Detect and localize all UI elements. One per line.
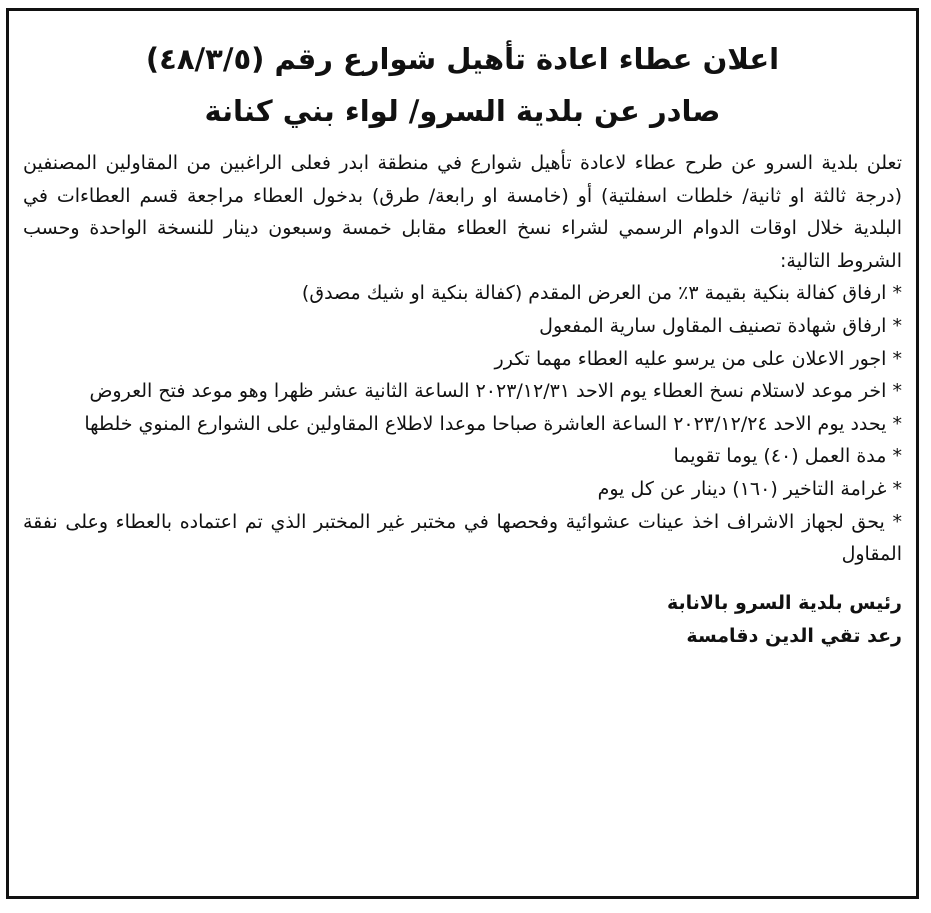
signature-name: رعد تقي الدين دقامسة [686,624,902,647]
signature-title: رئيس بلدية السرو بالانابة [666,591,902,614]
condition-item: * غرامة التاخير (١٦٠) دينار عن كل يوم [597,477,902,500]
title-line-2: صادر عن بلدية السرو/ لواء بني كنانة [204,94,721,128]
signature-block [23,587,902,653]
title-line-1: اعلان عطاء اعادة تأهيل شوارع رقم (٤٨/٣/٥) [145,42,780,76]
announcement-frame [6,8,919,899]
condition-item: * اجور الاعلان على من يرسو عليه العطاء مهما تكرر [494,347,902,370]
condition-item: * يحدد يوم الاحد ٢٠٢٣/١٢/٢٤ الساعة العاشرة صباحا موعدا لاطلاع المقاولين على الشوارع المنوي خلطها [84,412,902,435]
announcement-body [23,147,902,571]
condition-item: * ارفاق كفالة بنكية بقيمة ٣٪ من العرض المقدم (كفالة بنكية او شيك مصدق) [301,282,902,305]
condition-item: * مدة العمل (٤٠) يوما تقويما [673,445,902,468]
condition-item: * اخر موعد لاستلام نسخ العطاء يوم الاحد ٢٠٢٣/١٢/٣١ الساعة الثانية عشر ظهرا وهو موعد فتح العروض [89,380,902,403]
condition-item: * ارفاق شهادة تصنيف المقاول سارية المفعول [539,314,902,337]
condition-item: * يحق لجهاز الاشراف اخذ عينات عشوائية وفحصها في مختبر غير المختبر الذي تم اعتماده بالعطاء وعلى نفقة المقاول [23,510,902,566]
intro-paragraph: تعلن بلدية السرو عن طرح عطاء لاعادة تأهيل شوارع في منطقة ابدر فعلى الراغبين من المقاولين المصنفين (درجة ثالثة او ثانية/ خلطات اسفلتية) أو (خامسة او رابعة/ طرق) بدخول العطاء مراجعة قسم العطاءات في البلدية خلال اوقات الدوام الرسمي لشراء نسخ العطاء مقابل خمسة وسبعون دينار للنسخة الواحدة وحسب الشروط التالية: [23,152,902,272]
